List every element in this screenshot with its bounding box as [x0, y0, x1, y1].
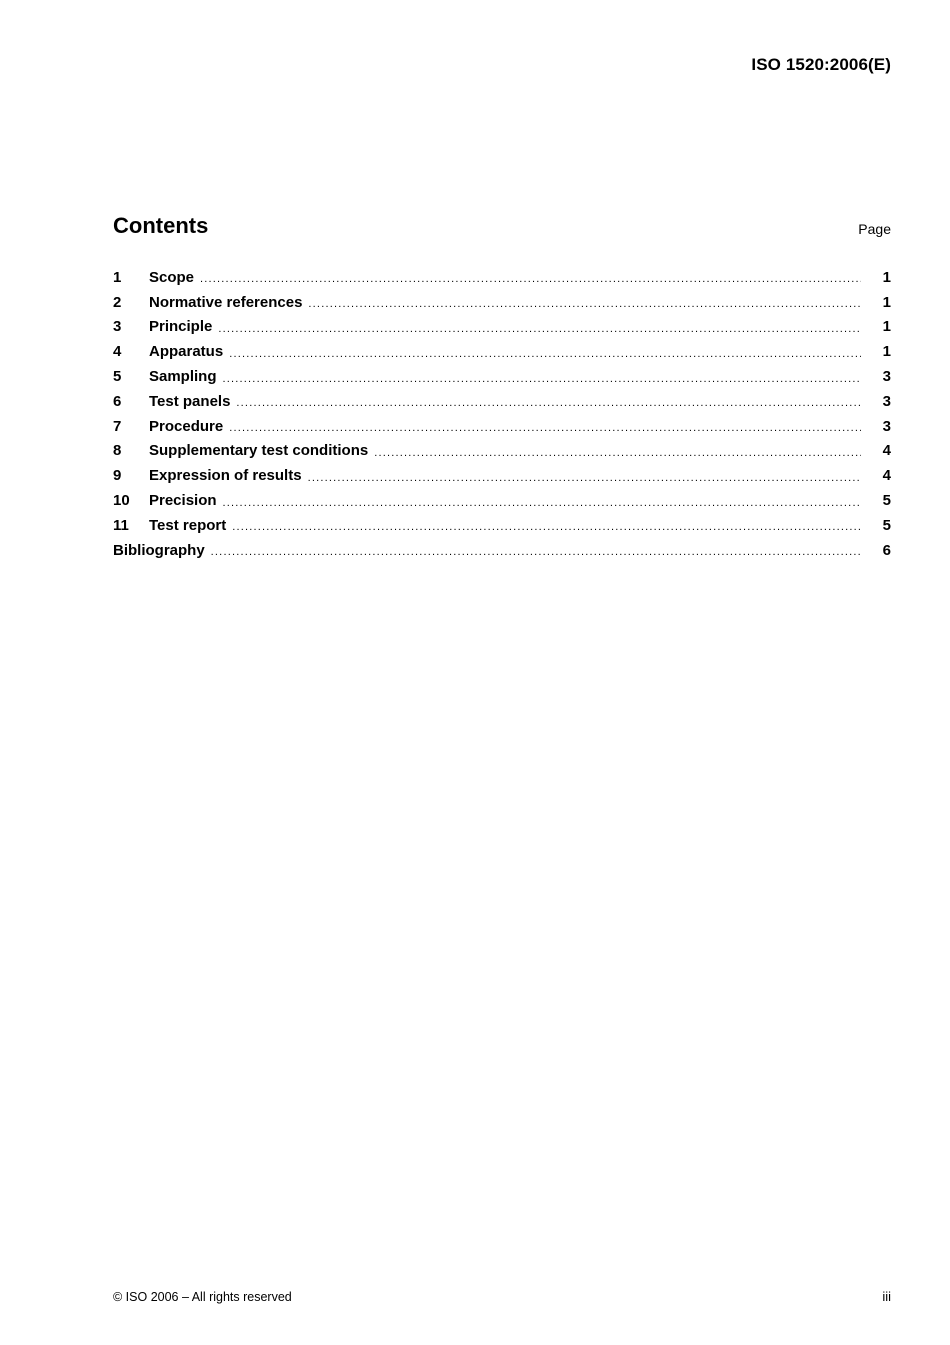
toc-entry-title: Test panels — [149, 392, 231, 410]
dot-leader — [232, 521, 861, 533]
toc-entry-page: 6 — [882, 541, 891, 559]
dot-leader — [229, 422, 861, 434]
document-id: ISO 1520:2006(E) — [751, 55, 891, 74]
dot-leader — [236, 397, 861, 409]
toc-entry-page: 3 — [882, 392, 891, 410]
toc-entry-number: 7 — [113, 417, 122, 435]
toc-entry-title: Bibliography — [113, 541, 205, 559]
dot-leader — [223, 497, 861, 509]
toc-entry-title: Test report — [149, 516, 227, 534]
toc-entry-number: 1 — [113, 268, 122, 286]
dot-leader — [200, 273, 861, 285]
dot-leader — [229, 348, 861, 360]
copyright-notice: © ISO 2006 – All rights reserved — [113, 1290, 292, 1304]
dot-leader — [308, 472, 861, 484]
toc-entry-title: Principle — [149, 318, 213, 336]
toc-entry-number: 8 — [113, 442, 122, 460]
toc-entry-page: 4 — [882, 442, 891, 460]
contents-title: Contents — [113, 213, 209, 238]
toc-entry-page: 1 — [882, 268, 891, 286]
toc-entry-page: 1 — [882, 318, 891, 336]
toc-entry-test-panels[interactable] — [113, 389, 891, 414]
dot-leader — [223, 373, 861, 385]
toc-entry-title: Procedure — [149, 417, 224, 435]
toc-entry-number: 10 — [113, 492, 130, 510]
toc-entry-number: 3 — [113, 318, 122, 336]
dot-leader — [374, 447, 861, 459]
toc-entry-title: Sampling — [149, 368, 217, 386]
toc-entry-scope[interactable] — [113, 265, 891, 290]
toc-entry-precision[interactable] — [113, 488, 891, 513]
toc-entry-expression-of-results[interactable] — [113, 463, 891, 488]
toc-entry-title: Supplementary test conditions — [149, 442, 369, 460]
toc-entry-supplementary-test-conditions[interactable] — [113, 439, 891, 464]
toc-entry-number: 6 — [113, 392, 122, 410]
toc-entry-bibliography[interactable] — [113, 538, 891, 563]
toc-entry-principle[interactable] — [113, 315, 891, 340]
toc-entry-page: 3 — [882, 368, 891, 386]
toc-entry-title: Precision — [149, 492, 217, 510]
toc-entry-title: Apparatus — [149, 343, 224, 361]
toc-entry-normative-references[interactable] — [113, 290, 891, 315]
page-column-label: Page — [858, 221, 891, 237]
toc-entry-page: 3 — [882, 417, 891, 435]
toc-entry-title: Normative references — [149, 293, 303, 311]
dot-leader — [308, 298, 861, 310]
toc-entry-page: 5 — [882, 516, 891, 534]
toc-entry-apparatus[interactable] — [113, 339, 891, 364]
contents-header — [113, 213, 891, 243]
toc-entry-page: 5 — [882, 492, 891, 510]
toc-entry-title: Expression of results — [149, 467, 302, 485]
toc-entry-page: 1 — [882, 293, 891, 311]
toc-entry-number: 11 — [113, 516, 129, 534]
toc-entry-title: Scope — [149, 268, 195, 286]
dot-leader — [211, 546, 861, 558]
toc-entry-test-report[interactable] — [113, 513, 891, 538]
toc-entry-number: 4 — [113, 343, 122, 361]
toc-entry-number: 2 — [113, 293, 122, 311]
toc-entry-procedure[interactable] — [113, 414, 891, 439]
page-number: iii — [882, 1289, 891, 1304]
toc-entry-sampling[interactable] — [113, 364, 891, 389]
table-of-contents — [113, 265, 891, 563]
dot-leader — [218, 323, 861, 335]
toc-entry-page: 1 — [882, 343, 891, 361]
toc-entry-number: 5 — [113, 368, 122, 386]
toc-entry-page: 4 — [882, 467, 891, 485]
toc-entry-number: 9 — [113, 467, 122, 485]
